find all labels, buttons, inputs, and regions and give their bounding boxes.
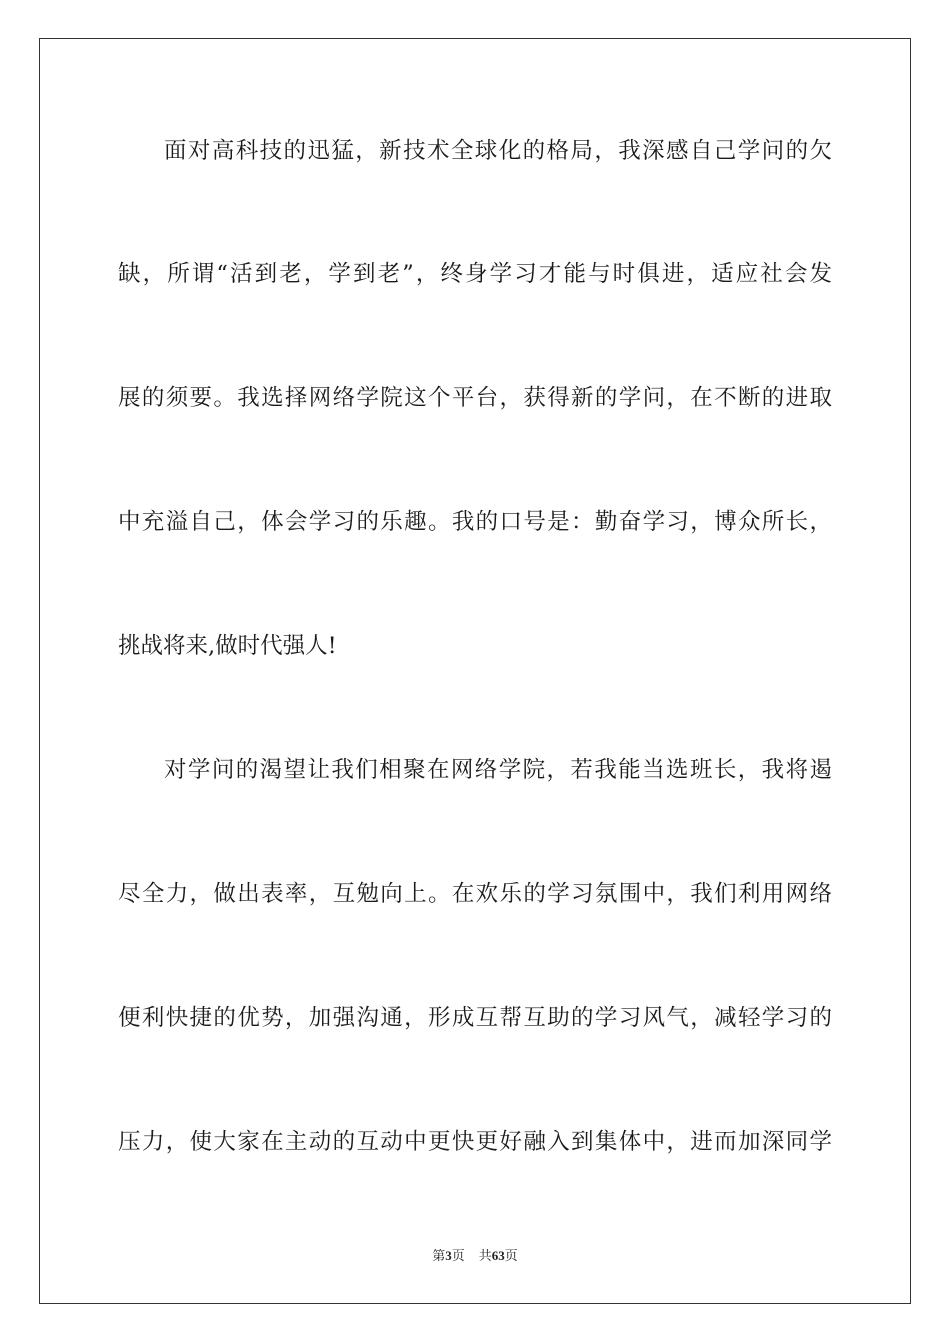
page-prefix: 第 (432, 1248, 446, 1263)
total-prefix: 共 (478, 1248, 492, 1263)
page-number: 3 (445, 1248, 452, 1263)
paragraph-1-line-5: 挑战将来,做时代强人! (118, 633, 337, 659)
page-footer (0, 1245, 950, 1264)
paragraph-1-line-1: 面对高科技的迅猛，新技术全球化的格局，我深感自己学问的欠 (164, 138, 832, 164)
total-pages-label (479, 1248, 518, 1263)
total-suffix: 页 (504, 1248, 518, 1263)
page-number-label (432, 1248, 465, 1263)
paragraph-2-line-4: 压力，使大家在主动的互动中更快更好融入到集体中，进而加深同学 (118, 1129, 832, 1155)
paragraph-1-line-3: 展的须要。我选择网络学院这个平台，获得新的学问，在不断的进取 (118, 385, 832, 411)
paragraph-1-line-2: 缺，所谓“活到老，学到老”，终身学习才能与时俱进，适应社会发 (118, 261, 832, 287)
paragraph-2-line-1: 对学问的渴望让我们相聚在网络学院，若我能当选班长，我将遏 (164, 757, 832, 783)
paragraph-2-line-2: 尽全力，做出表率，互勉向上。在欢乐的学习氛围中，我们利用网络 (118, 881, 832, 907)
paragraph-2-line-3: 便利快捷的优势，加强沟通，形成互帮互助的学习风气，减轻学习的 (118, 1005, 832, 1031)
total-pages: 63 (491, 1248, 505, 1263)
page-border (39, 38, 911, 1304)
paragraph-1-line-4: 中充溢自己，体会学习的乐趣。我的口号是：勤奋学习，博众所长， (118, 509, 832, 535)
page-suffix: 页 (451, 1248, 465, 1263)
